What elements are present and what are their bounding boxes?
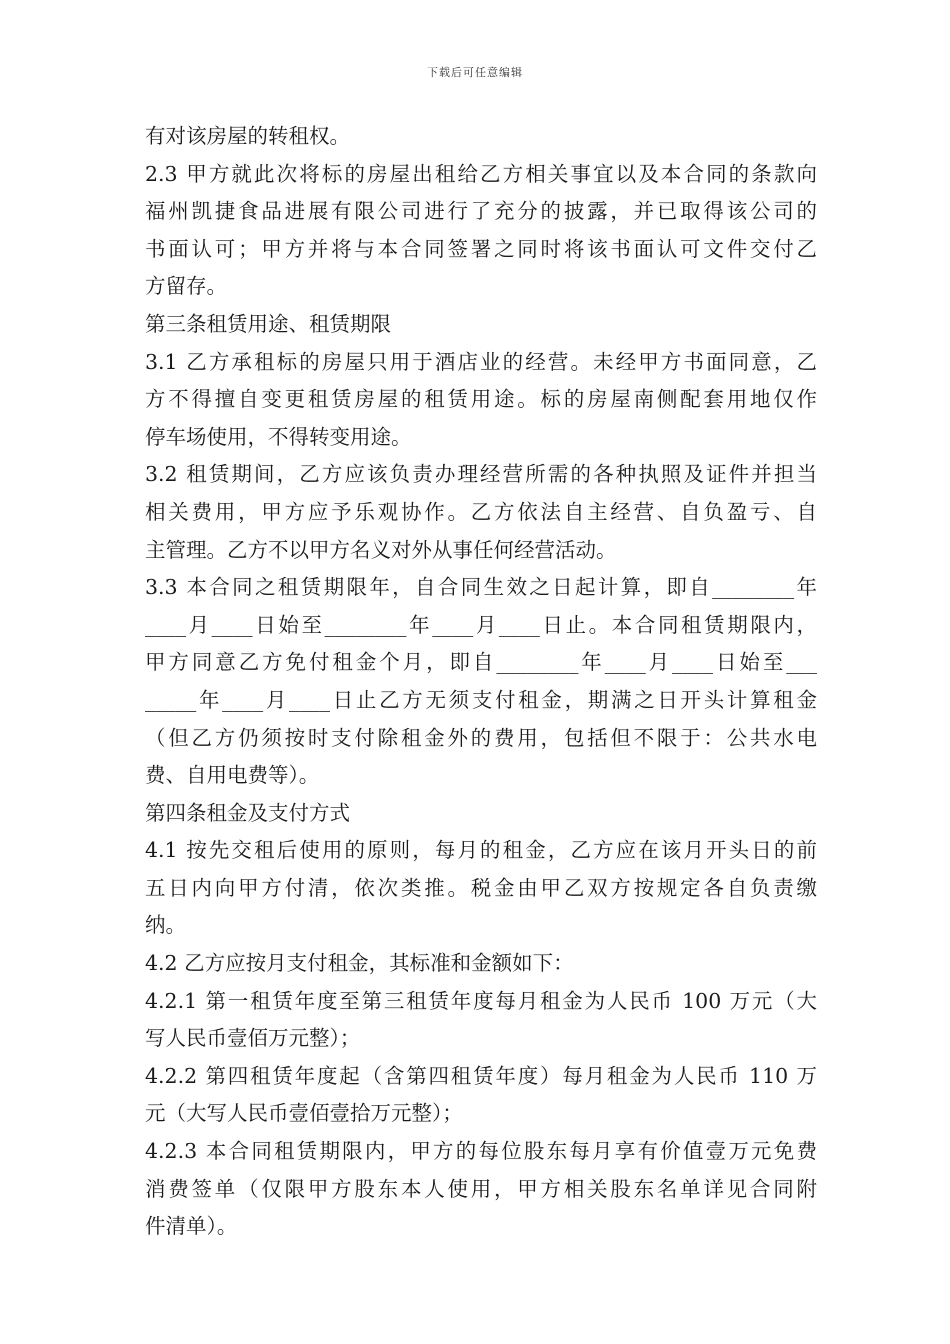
text-line: 相关费用，甲方应予乐观协作。乙方依法自主经营、自负盈亏、自 xyxy=(145,499,817,524)
text-line: 消费签单（仅限甲方股东本人使用，甲方相关股东名单详见合同附 xyxy=(145,1176,817,1201)
text-line: 有对该房屋的转租权。 xyxy=(145,124,350,148)
text-line: 4.2.3 本合同租赁期限内，甲方的每位股东每月享有价值壹万元免费 xyxy=(145,1139,817,1164)
text-line: 方不得擅自变更租赁房屋的租赁用途。标的房屋南侧配套用地仅作 xyxy=(145,387,817,412)
text-line: 元（大写人民币壹佰壹拾万元整）； xyxy=(145,1101,463,1126)
text-line: 停车场使用，不得转变用途。 xyxy=(145,424,412,449)
text-line: 3.1 乙方承租标的房屋只用于酒店业的经营。未经甲方书面同意，乙 xyxy=(145,349,817,374)
text-line: 纳。 xyxy=(145,913,186,938)
text-line: 4.1 按先交租后使用的原则，每月的租金，乙方应在该月开头日的前 xyxy=(145,838,817,863)
text-line: 第三条租赁用途、租赁期限 xyxy=(145,311,391,336)
text-line: 2.3 甲方就此次将标的房屋出租给乙方相关事宜以及本合同的条款向 xyxy=(145,161,817,186)
text-line: 写人民币壹佰万元整）； xyxy=(145,1026,361,1051)
text-line: 甲方同意乙方免付租金个月，即自________年____月____日始至___ xyxy=(145,650,817,675)
text-line: 4.2 乙方应按月支付租金，其标准和金额如下： xyxy=(145,951,574,976)
text-line: 3.2 租赁期间，乙方应该负责办理经营所需的各种执照及证件并担当 xyxy=(145,462,817,487)
page-header: 下载后可任意编辑 xyxy=(427,66,523,79)
text-line: 第四条租金及支付方式 xyxy=(145,800,350,825)
text-line: 五日内向甲方付清，依次类推。税金由甲乙双方按规定各自负责缴 xyxy=(145,875,817,900)
text-line: 件清单）。 xyxy=(145,1214,238,1239)
document-body xyxy=(145,118,817,1246)
text-line: ____月____日始至________年____月____日止。本合同租赁期限内， xyxy=(145,612,817,637)
text-line: （但乙方仍须按时支付除租金外的费用，包括但不限于：公共水电 xyxy=(145,725,817,750)
text-line: 费、自用电费等）。 xyxy=(145,763,320,788)
text-line: 福州凯捷食品进展有限公司进行了充分的披露，并已取得该公司的 xyxy=(145,199,817,224)
text-line: 方留存。 xyxy=(145,274,227,299)
text-line: 4.2.2 第四租赁年度起（含第四租赁年度）每月租金为人民币 110 万 xyxy=(145,1063,817,1088)
text-line: 书面认可；甲方并将与本合同签署之同时将该书面认可文件交付乙 xyxy=(145,236,817,261)
text-line: 3.3 本合同之租赁期限年，自合同生效之日起计算，即自________年 xyxy=(145,575,817,600)
text-line: 主管理。乙方不以甲方名义对外从事任何经营活动。 xyxy=(145,537,617,562)
text-line: _____年____月____日止乙方无须支付租金，期满之日开头计算租金 xyxy=(145,687,817,712)
text-line: 4.2.1 第一租赁年度至第三租赁年度每月租金为人民币 100 万元（大 xyxy=(145,988,817,1013)
